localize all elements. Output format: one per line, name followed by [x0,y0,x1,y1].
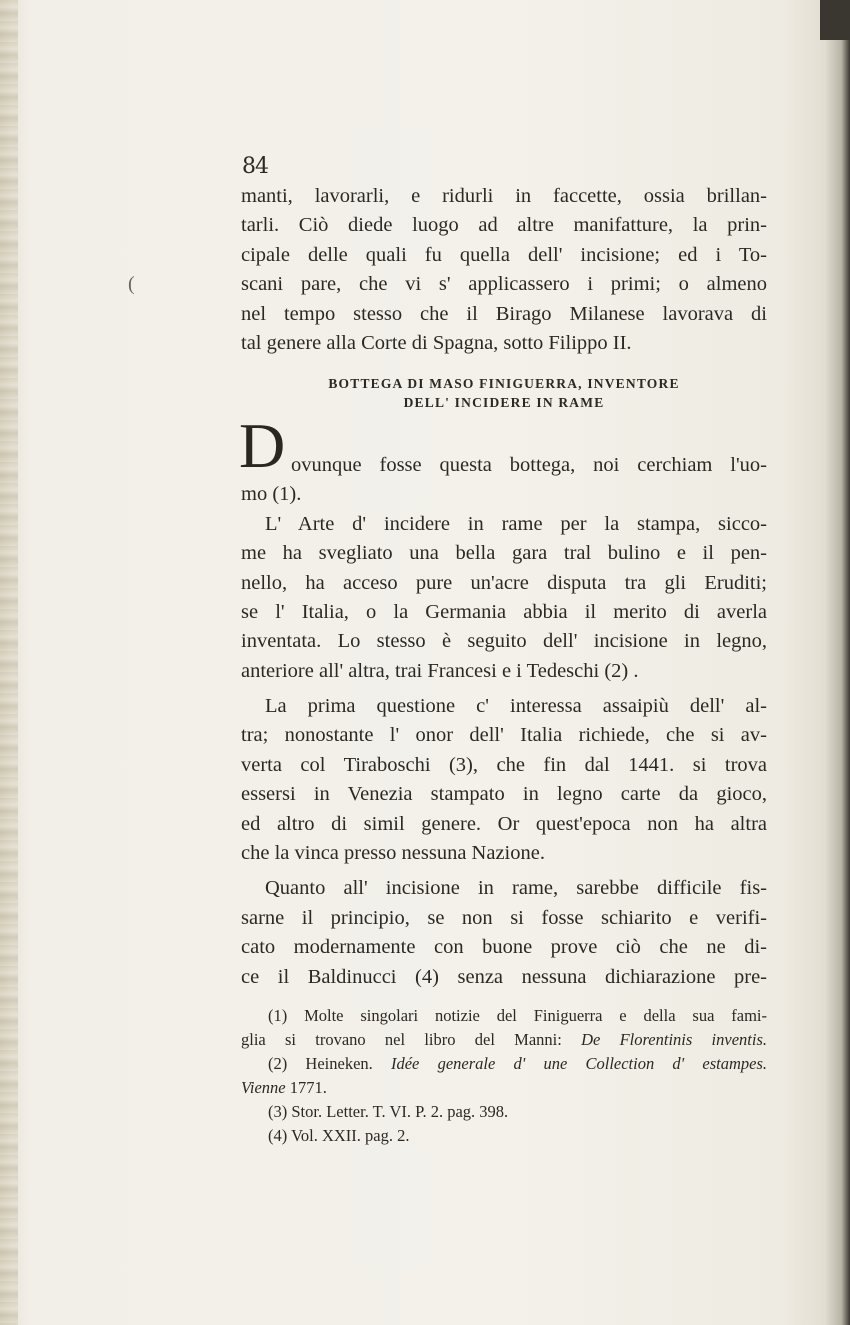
text-line: manti, lavorarli, e ridurli in faccette, ossia brillan- [241,185,767,207]
text-line: cipale delle quali fu quella dell' incisione; ed i To- [241,243,767,266]
paragraph-3 [241,510,767,686]
paragraph-4 [241,692,767,868]
footnote-title: De Florentinis inventis. [581,1029,767,1049]
text-line: L' Arte d' incidere in rame per la stampa, sicco- [265,512,767,535]
footnote-1-line-2 [241,1028,767,1052]
footnote-1-line-1: (1) Molte singolari notizie del Finiguerra e della sua fami- [268,1005,767,1025]
text-line: cato modernamente con buone prove ciò che ne di- [241,936,767,959]
text-line: inventata. Lo stesso è seguito dell' incisione in legno, [241,630,767,653]
paragraph-2 [239,410,767,509]
footnote-4: (4) Vol. XXII. pag. 2. [268,1125,410,1145]
footnote-title: Idée generale d' une Collection d' estampes. [390,1053,767,1073]
margin-mark: ( [128,273,135,295]
text-line: tarli. Ciò diede luogo ad altre manifatture, la prin- [241,214,767,237]
footnote-2-line-2 [241,1076,767,1100]
text-line: La prima questione c' interessa assaipiù dell' al- [265,695,767,718]
text-line: anteriore all' altra, trai Francesi e i Tedeschi (2) . [241,659,639,682]
text-line: me ha svegliato una bella gara tral bulino e il pen- [241,542,767,565]
paragraph-5 [241,874,767,992]
text-line: verta col Tiraboschi (3), che fin dal 1441. si trova [241,753,767,776]
text-line: ovunque fosse questa bottega, noi cerchiam l'uo- [291,454,767,477]
text-line: nello, ha acceso pure un'acre disputa tra gli Eruditi; [241,571,767,594]
text-line: se l' Italia, o la Germania abbia il merito di averla [241,600,767,623]
text-line: mo (1). [241,483,302,506]
text-line: scani pare, che vi s' applicassero i primi; o almeno [241,273,767,296]
footnote-text: (2) Heineken. [268,1053,391,1073]
paragraph-1 [241,182,767,358]
text-block [241,152,767,1148]
text-line: ce il Baldinucci (4) senza nessuna dichiarazione pre- [241,965,767,988]
text-line: che la vinca presso nessuna Nazione. [241,842,545,865]
section-heading-line-1: BOTTEGA DI MASO FINIGUERRA, INVENTORE [328,376,680,392]
text-line: essersi in Venezia stampato in legno carte da gioco, [241,783,767,806]
footnotes [241,1004,767,1148]
text-line: nel tempo stesso che il Birago Milanese lavorava di [241,302,767,325]
section-heading-line-2: DELL' INCIDERE IN RAME [403,395,605,411]
text-line: ed altro di simil genere. Or quest'epoca non ha altra [241,812,767,835]
footnote-text: 1771. [285,1077,327,1097]
text-line: tra; nonostante l' onor dell' Italia richiede, che si av- [241,724,767,747]
footnote-2-line-1 [241,1052,767,1076]
footnote-3: (3) Stor. Letter. T. VI. P. 2. pag. 398. [268,1101,509,1121]
drop-cap: D [239,410,286,482]
text-line: Quanto all' incisione in rame, sarebbe difficile fis- [265,877,767,900]
text-line: sarne il principio, se non si fosse schiarito e verifi- [241,906,767,929]
dropcap-row [239,410,767,482]
footnote-place: Vienne [241,1077,286,1097]
section-heading [241,374,767,412]
text-line: tal genere alla Corte di Spagna, sotto Filippo II. [241,331,632,354]
footnote-text: glia si trovano nel libro del Manni: [241,1029,582,1049]
page-number: 84 [242,154,268,179]
